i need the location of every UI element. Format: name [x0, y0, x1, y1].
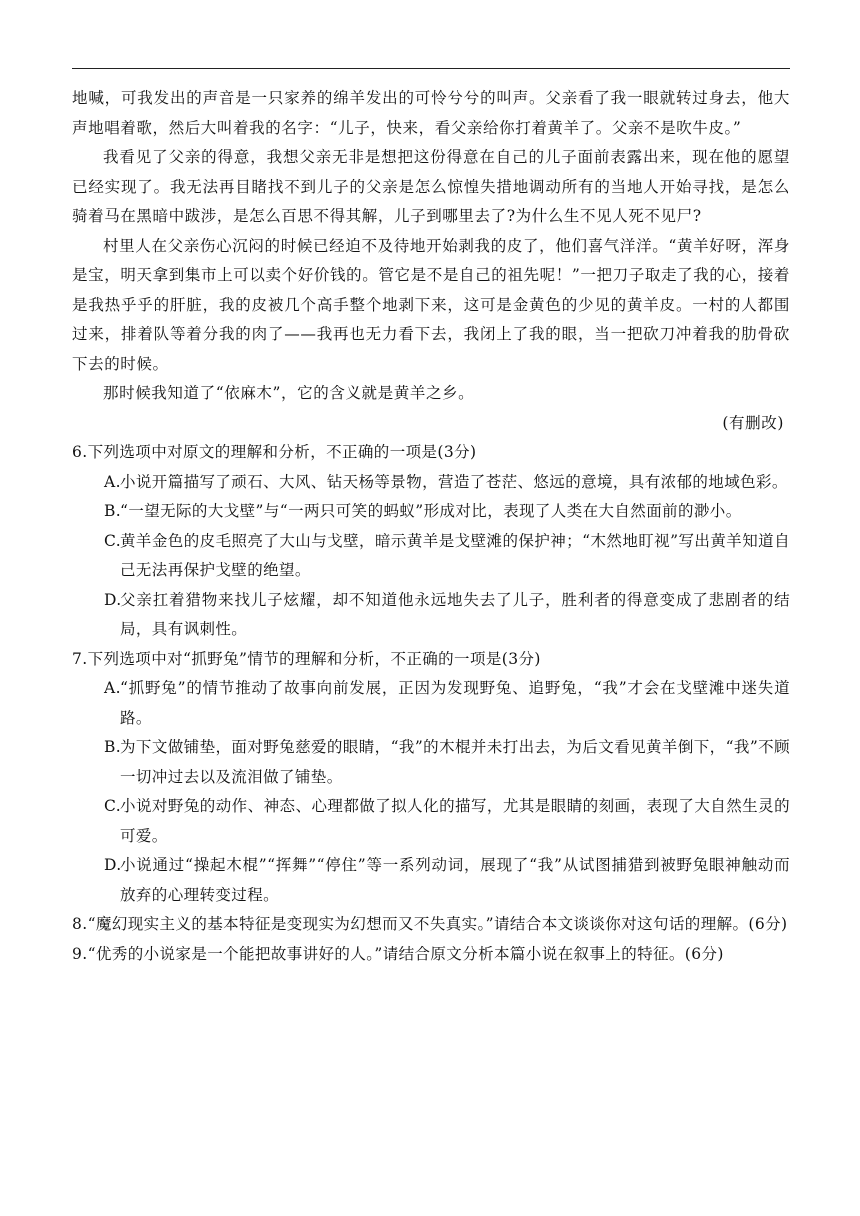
question-text: 下列选项中对原文的理解和分析，不正确的一项是(3分) — [87, 443, 477, 461]
question-text: “魔幻现实主义的基本特征是变现实为幻想而又不失真实。”请结合本文谈谈你对这句话的理解。(6分) — [87, 915, 788, 933]
question-8 — [72, 910, 790, 940]
question-text: “优秀的小说家是一个能把故事讲好的人。”请结合原文分析本篇小说在叙事上的特征。(6分) — [87, 944, 724, 963]
passage-paragraph-1: 地喊，可我发出的声音是一只家养的绵羊发出的可怜兮兮的叫声。父亲看了我一眼就转过身去，他大声地唱着歌，然后大叫着我的名字：“儿子，快来，看父亲给你打着黄羊了。父亲不是吹牛皮。” — [72, 89, 790, 137]
question-6-stem — [72, 438, 790, 468]
source-note: (有删改) — [722, 413, 784, 432]
question-number: 6. — [72, 443, 88, 461]
question-7-option-d[interactable] — [72, 851, 790, 910]
option-text: 小说开篇描写了顽石、大风、钻天杨等景物，营造了苍茫、悠远的意境，具有浓郁的地域色彩。 — [120, 472, 788, 491]
question-6-option-a[interactable] — [72, 468, 790, 498]
option-text: 小说对野兔的动作、神态、心理都做了拟人化的描写，尤其是眼睛的刻画，表现了大自然生灵的可爱。 — [120, 797, 790, 845]
question-6-option-d[interactable] — [72, 586, 790, 645]
option-text: 小说通过“操起木棍”“挥舞”“停住”等一系列动词，展现了“我”从试图捕猎到被野兔眼神触动而放弃的心理转变过程。 — [120, 856, 790, 904]
option-label: D. — [104, 856, 122, 874]
question-number: 8. — [72, 915, 88, 933]
option-label: B. — [104, 738, 122, 756]
question-7-stem — [72, 645, 790, 675]
option-label: A. — [104, 679, 121, 697]
option-text: 黄羊金色的皮毛照亮了大山与戈壁，暗示黄羊是戈壁滩的保护神；“木然地盯视”写出黄羊知道自己无法再保护戈壁的绝望。 — [120, 531, 790, 579]
question-7-option-c[interactable] — [72, 792, 790, 851]
question-7-option-b[interactable] — [72, 733, 790, 792]
option-text: “抓野兔”的情节推动了故事向前发展，正因为发现野兔、追野兔，“我”才会在戈壁滩中迷失道路。 — [120, 679, 790, 727]
question-text: 下列选项中对“抓野兔”情节的理解和分析，不正确的一项是(3分) — [87, 649, 541, 668]
exam-page — [72, 84, 790, 969]
option-label: A. — [104, 472, 121, 491]
option-text: 为下文做铺垫，面对野兔慈爱的眼睛，“我”的木棍并未打出去，为后文看见黄羊倒下，“我”不顾一切冲过去以及流泪做了铺垫。 — [120, 738, 790, 786]
question-6-option-b[interactable] — [72, 497, 790, 527]
header-rule — [72, 68, 790, 69]
option-label: C. — [104, 531, 122, 550]
question-6-option-c[interactable] — [72, 527, 790, 586]
question-number: 7. — [72, 649, 88, 668]
option-label: B. — [104, 502, 122, 520]
question-7-option-a[interactable] — [72, 674, 790, 733]
question-number: 9. — [72, 944, 88, 963]
passage-paragraph-4: 那时候我知道了“依麻木”，它的含义就是黄羊之乡。 — [103, 384, 475, 402]
option-text: 父亲扛着猎物来找儿子炫耀，却不知道他永远地失去了儿子，胜利者的得意变成了悲剧者的结局，具有讽刺性。 — [120, 590, 790, 638]
passage-paragraph-3: 村里人在父亲伤心沉闷的时候已经迫不及待地开始剥我的皮了，他们喜气洋洋。“黄羊好呀，浑身是宝，明天拿到集市上可以卖个好价钱的。管它是不是自己的祖先呢！”一把刀子取走了我的心，接着是我热乎乎的肝脏，我的皮被几个高手整个地剥下来，这可是金黄色的少见的黄羊皮。一村的人都围过来，排着队等着分我的肉了——我再也无力看下去，我闭上了我的眼，当一把砍刀冲着我的肋骨砍下去的时候。 — [72, 236, 790, 373]
option-label: D. — [104, 590, 122, 609]
passage-paragraph-2: 我看见了父亲的得意，我想父亲无非是想把这份得意在自己的儿子面前表露出来，现在他的愿望已经实现了。我无法再目睹找不到儿子的父亲是怎么惊惶失措地调动所有的当地人开始寻找，是怎么骑着马在黑暗中跋涉，是怎么百思不得其解，儿子到哪里去了?为什么生不见人死不见尸? — [72, 148, 790, 225]
option-label: C. — [104, 797, 122, 815]
option-text: “一望无际的大戈壁”与“一两只可笑的蚂蚁”形成对比，表现了人类在大自然面前的渺小。 — [120, 502, 742, 520]
question-9 — [72, 940, 790, 970]
